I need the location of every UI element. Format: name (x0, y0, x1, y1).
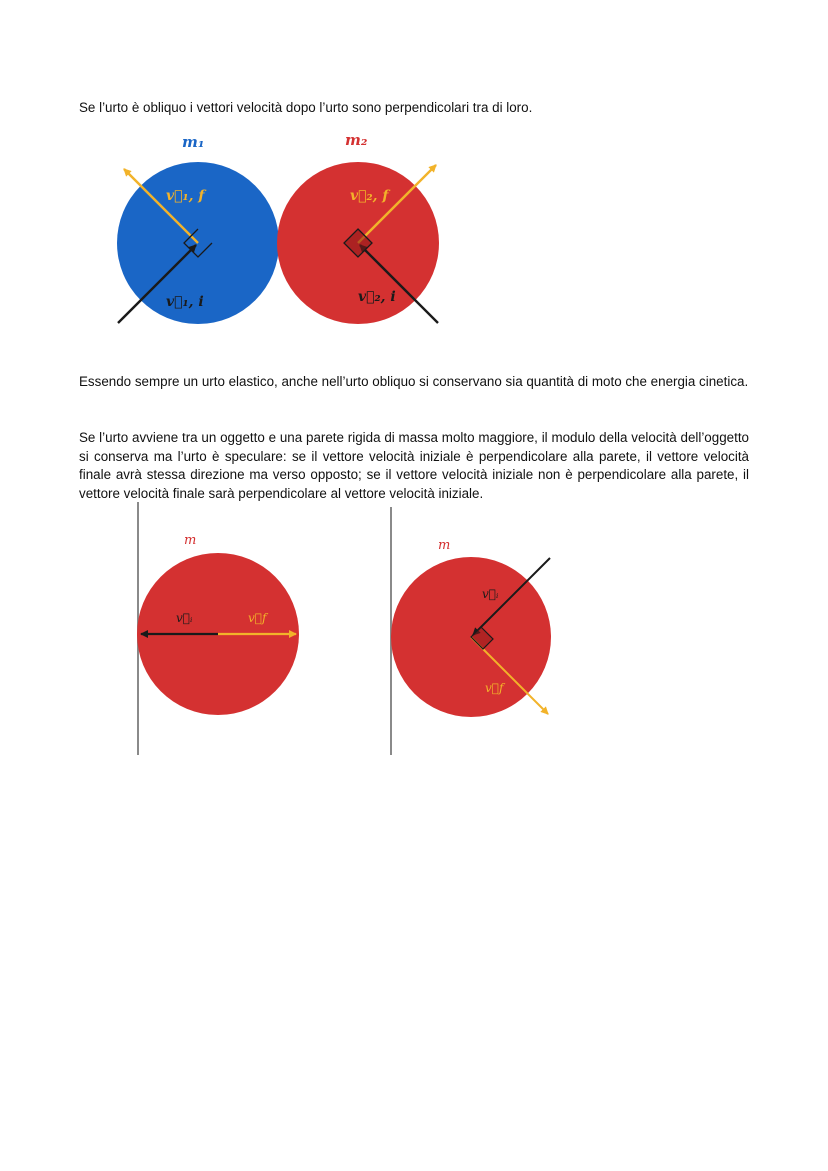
vi-label-oblique: v⃗ᵢ (482, 587, 499, 601)
mass2-label: m₂ (345, 131, 368, 149)
perpendicular-wall-diagram (128, 500, 308, 760)
v2-initial-label: v⃗₂, i (358, 289, 396, 305)
vf-label: v⃗f (248, 611, 267, 625)
paragraph-oblique-collision: Se l’urto è obliquo i vettori velocità dopo l’urto sono perpendicolari tra di loro. (79, 100, 533, 115)
mass1-label: m₁ (182, 133, 205, 151)
v1-final-label: v⃗₁, f (166, 188, 205, 204)
v1-initial-label: v⃗₁, i (166, 294, 204, 310)
paragraph-elastic-conservation: Essendo sempre un urto elastico, anche nell’urto obliquo si conservano sia quantità di moto che energia cinetica. (79, 374, 749, 389)
vf-label-oblique: v⃗f (485, 681, 504, 695)
vi-label: v⃗ᵢ (176, 611, 193, 625)
mass-label-oblique: m (438, 538, 451, 553)
oblique-wall-diagram (382, 500, 562, 760)
paragraph-wall-collision: Se l’urto avviene tra un oggetto e una parete rigida di massa molto maggiore, il modulo della velocità dell’oggetto si conserva ma l’urto è speculare: se il vettore velocità iniziale è perpendicolare alla parete, il vettore velocità finale avrà stessa direzione ma verso opposto; se il vettore velocità iniziale non è perpendicolare alla parete, il vettore velocità finale sarà perpendicolare al vettore velocità iniziale. (79, 430, 749, 501)
v2-final-label: v⃗₂, f (350, 188, 389, 204)
oblique-collision-diagram (110, 128, 450, 338)
mass-label: m (184, 533, 197, 548)
